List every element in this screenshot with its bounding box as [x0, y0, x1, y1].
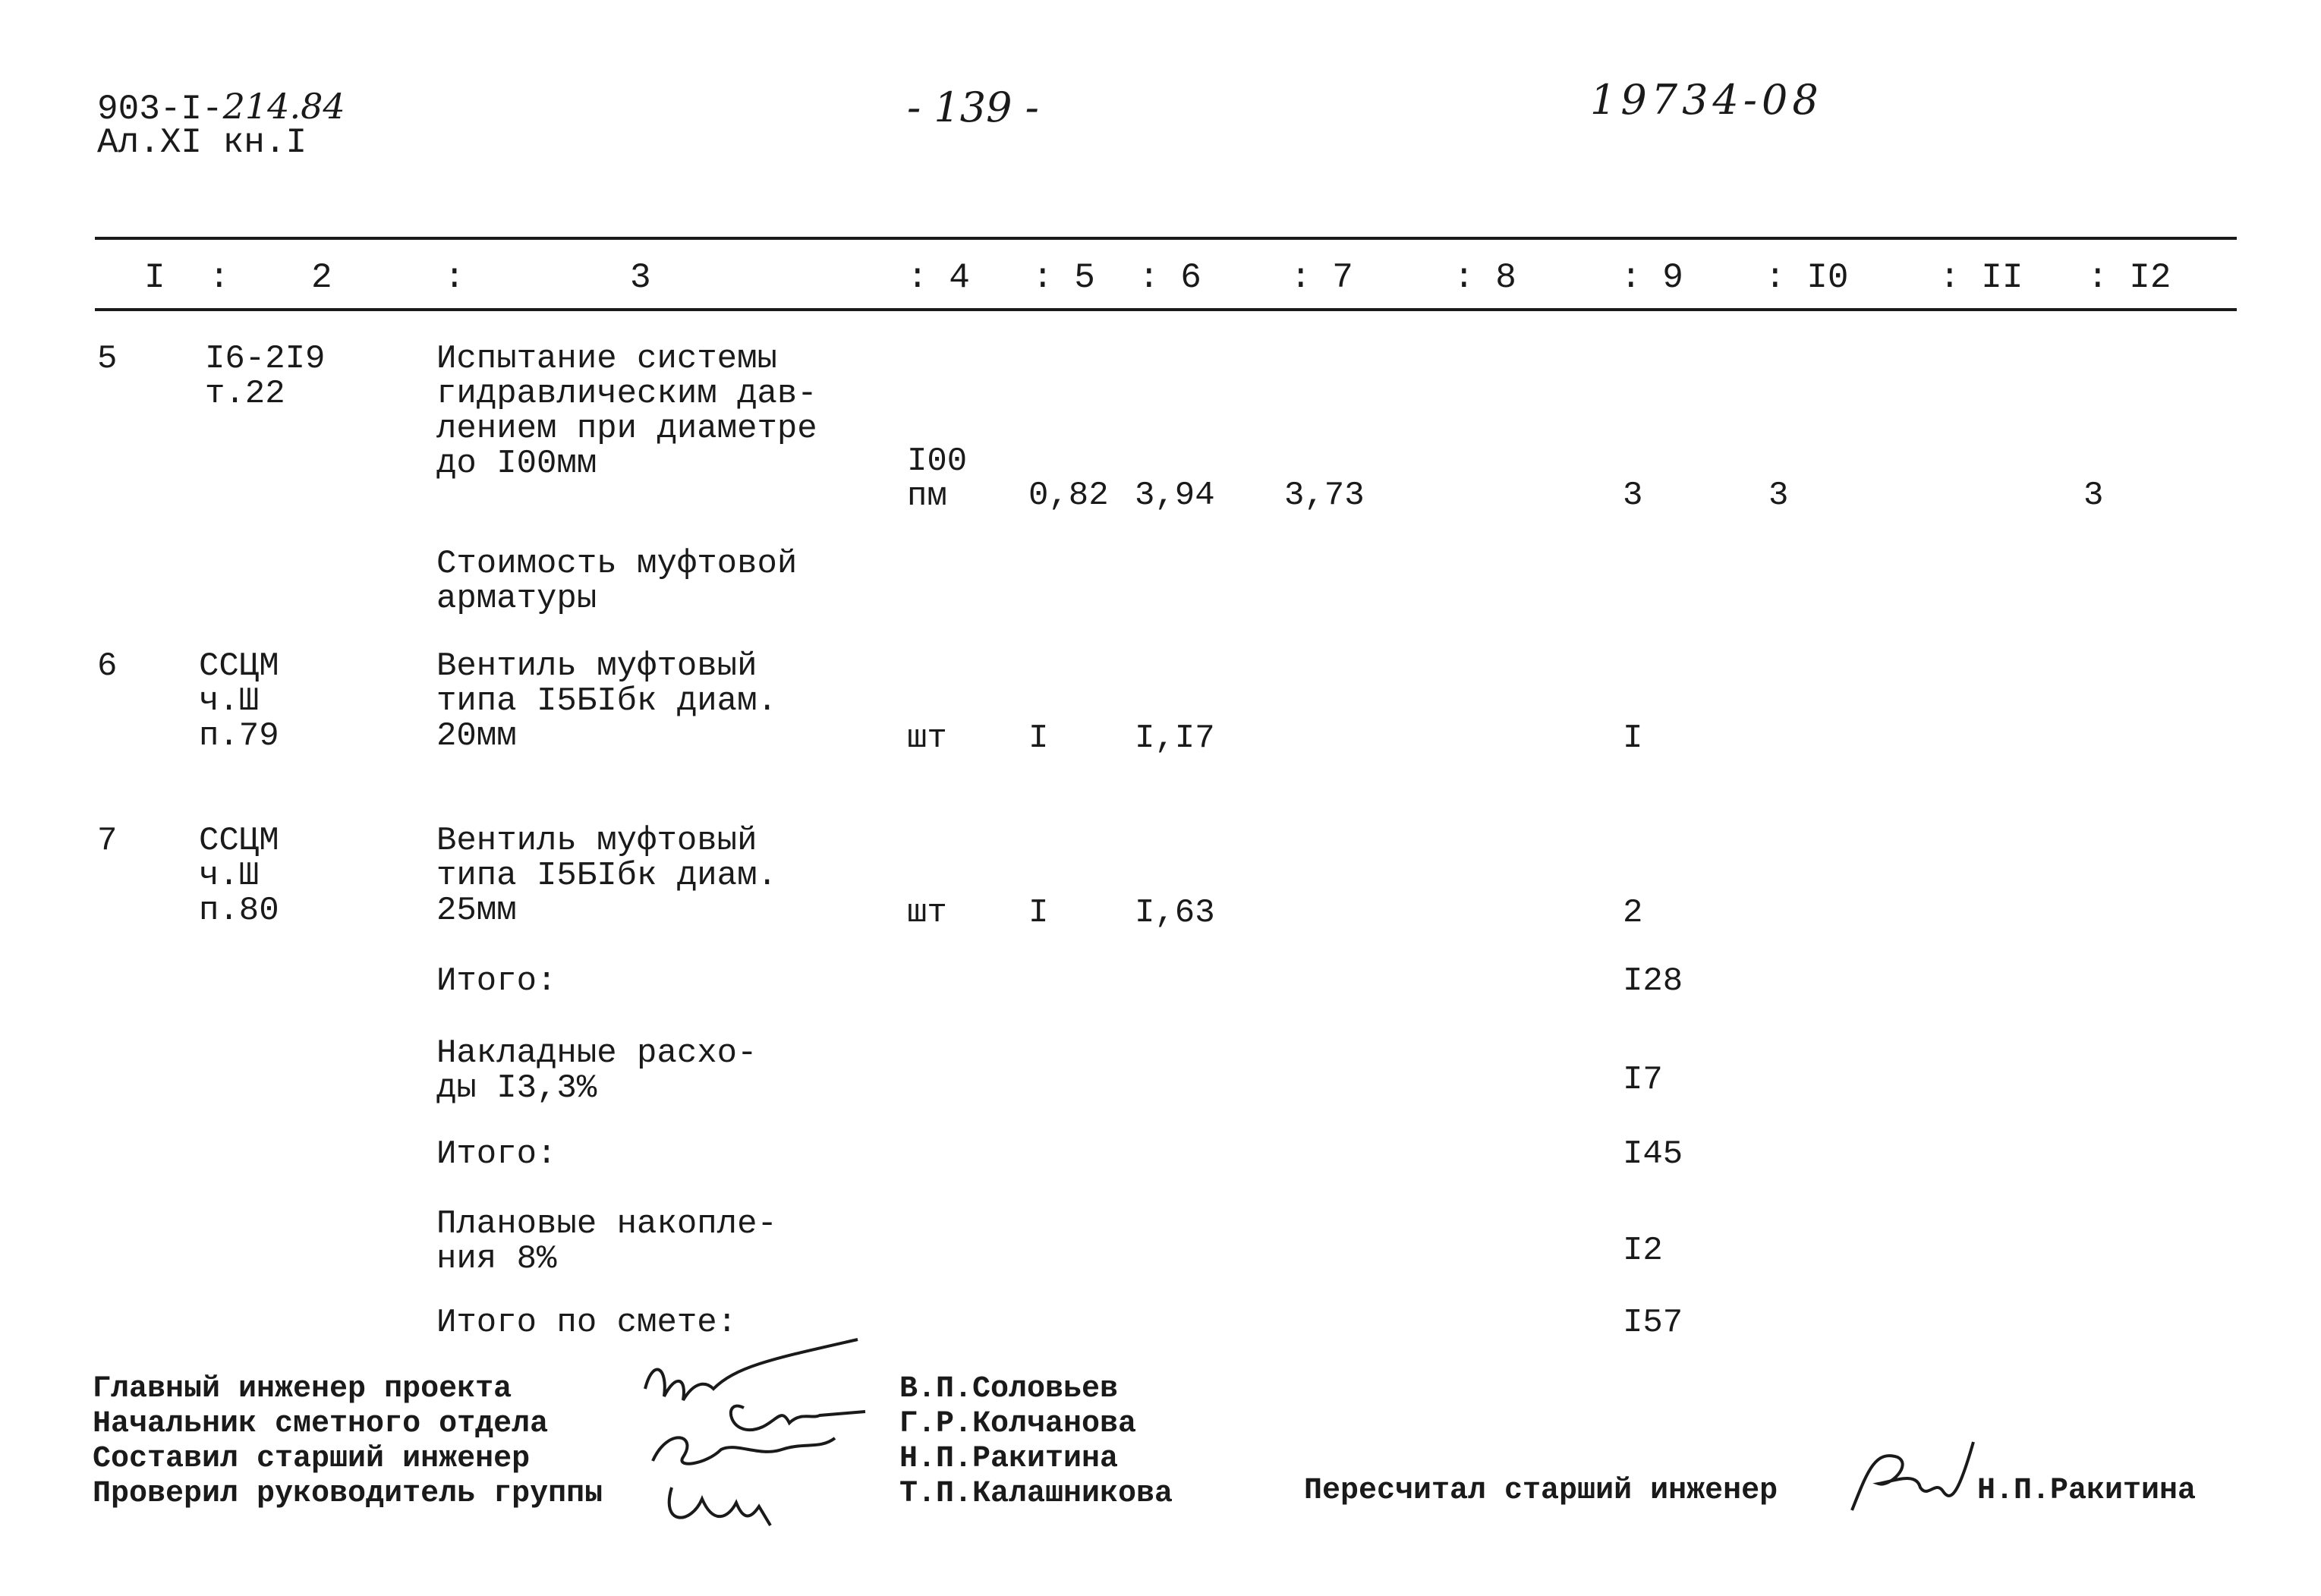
wage-cost: 3,73 — [1284, 477, 1365, 515]
signature-role: Проверил руководитель группы — [93, 1477, 603, 1511]
row-number: 6 — [97, 647, 118, 685]
description-line: Вентиль муфтовый — [436, 822, 757, 860]
description-line: Испытание системы — [436, 340, 777, 378]
column-header: : 6 — [1138, 258, 1201, 297]
column-header: : I0 — [1765, 258, 1849, 297]
signature-role: Главный инженер проекта — [93, 1372, 512, 1406]
recount-label: Пересчитал старший инженер — [1304, 1474, 1778, 1508]
column-separator: : — [444, 258, 465, 297]
planned-savings-label — [436, 1207, 777, 1276]
signature-name: Н.П.Ракитина — [899, 1442, 1119, 1476]
document-code-handwritten: 214.84 — [222, 86, 345, 127]
column-header: : 5 — [1032, 258, 1095, 297]
description-line: арматуры — [436, 580, 597, 618]
unit-cost: 3,94 — [1135, 477, 1215, 515]
work-description — [436, 649, 777, 754]
total-label: Итого: — [436, 962, 557, 1000]
norm-code-line: п.79 — [199, 717, 279, 755]
description-line: типа I5БIбк диам. — [436, 857, 777, 895]
recount-signature — [1844, 1427, 1981, 1518]
work-description — [436, 342, 817, 481]
description-line: гидравлическим дав- — [436, 375, 817, 413]
norm-code — [199, 823, 279, 928]
document-code — [97, 86, 345, 162]
norm-code-line: ССЦМ — [199, 822, 279, 860]
unit: шт — [907, 894, 947, 932]
unit: шт — [907, 719, 947, 757]
total-cost: 2 — [1623, 894, 1643, 932]
unit-cost: I,63 — [1135, 894, 1215, 932]
table-header-rule — [95, 308, 2237, 311]
total-wage: 3 — [1768, 477, 1789, 515]
column-header: : I2 — [2087, 258, 2171, 297]
norm-code — [205, 342, 325, 411]
description-line: до I00мм — [436, 445, 597, 483]
description-line: Плановые накопле- — [436, 1205, 777, 1243]
description-line: 20мм — [436, 717, 517, 755]
description-line: Накладные расхо- — [436, 1034, 757, 1072]
signature-name: Т.П.Калашникова — [899, 1477, 1173, 1511]
work-description — [436, 823, 777, 928]
total-cost: I — [1623, 719, 1643, 757]
description-line: Стоимость муфтовой — [436, 545, 798, 583]
signature-name: В.П.Соловьев — [899, 1372, 1119, 1406]
norm-code-line: т.22 — [205, 375, 285, 413]
quantity: 0,82 — [1028, 477, 1109, 515]
total-cost: I45 — [1623, 1135, 1683, 1173]
grand-total-value: I57 — [1623, 1304, 1683, 1342]
description-line: 25мм — [436, 892, 517, 930]
column-header: : 4 — [907, 258, 970, 297]
column-header: : II — [1939, 258, 2023, 297]
signature-roles — [93, 1372, 603, 1512]
quantity: I — [1028, 719, 1049, 757]
description-line: Вентиль муфтовый — [436, 647, 757, 685]
norm-code-line: ССЦМ — [199, 647, 279, 685]
total-cost: 3 — [1623, 477, 1643, 515]
norm-code-line: п.80 — [199, 892, 279, 930]
recount-name: Н.П.Ракитина — [1977, 1474, 2197, 1508]
norm-code-line: I6-2I9 — [205, 340, 326, 378]
signature-name: Г.Р.Колчанова — [899, 1407, 1137, 1441]
total-label: Итого: — [436, 1135, 557, 1173]
norm-code-line: ч.Ш — [199, 682, 260, 720]
document-id: 19734-08 — [1590, 76, 1823, 124]
unit — [907, 444, 967, 514]
norm-code-line: ч.Ш — [199, 857, 260, 895]
overhead-label — [436, 1036, 757, 1106]
column-header: : 9 — [1620, 258, 1683, 297]
row-number: 5 — [97, 340, 118, 378]
col-12-value: 3 — [2083, 477, 2104, 515]
description-line: ды I3,3% — [436, 1069, 597, 1107]
total-cost: I2 — [1623, 1232, 1663, 1270]
column-header: : 8 — [1453, 258, 1516, 297]
grand-total-label: Итого по смете: — [436, 1304, 738, 1342]
total-cost: I7 — [1623, 1061, 1663, 1099]
signature-names — [899, 1372, 1173, 1512]
description-line: ния 8% — [436, 1240, 557, 1278]
description-line: типа I5БIбк диам. — [436, 682, 777, 720]
column-header: I — [144, 258, 165, 297]
page-number: - 139 - — [907, 83, 1039, 131]
description-line: лением при диаметре — [436, 410, 817, 448]
table-row — [436, 546, 797, 616]
album-label: Ал.XI кн.I — [97, 123, 307, 162]
document-code-prefix: 903-I- — [97, 90, 223, 129]
signature-role: Начальник сметного отдела — [93, 1407, 549, 1441]
table-top-rule — [95, 237, 2237, 240]
norm-code — [199, 649, 279, 754]
quantity: I — [1028, 894, 1049, 932]
handwritten-signatures — [630, 1336, 880, 1533]
column-header: : 7 — [1290, 258, 1353, 297]
total-cost: I28 — [1623, 962, 1683, 1000]
column-separator: : — [209, 258, 230, 297]
column-header: 2 — [311, 258, 332, 297]
unit-cost: I,I7 — [1135, 719, 1215, 757]
unit-line: I00 — [907, 442, 968, 480]
unit-line: пм — [907, 477, 947, 515]
row-number: 7 — [97, 822, 118, 860]
signature-role: Составил старший инженер — [93, 1442, 531, 1476]
column-header: 3 — [630, 258, 651, 297]
